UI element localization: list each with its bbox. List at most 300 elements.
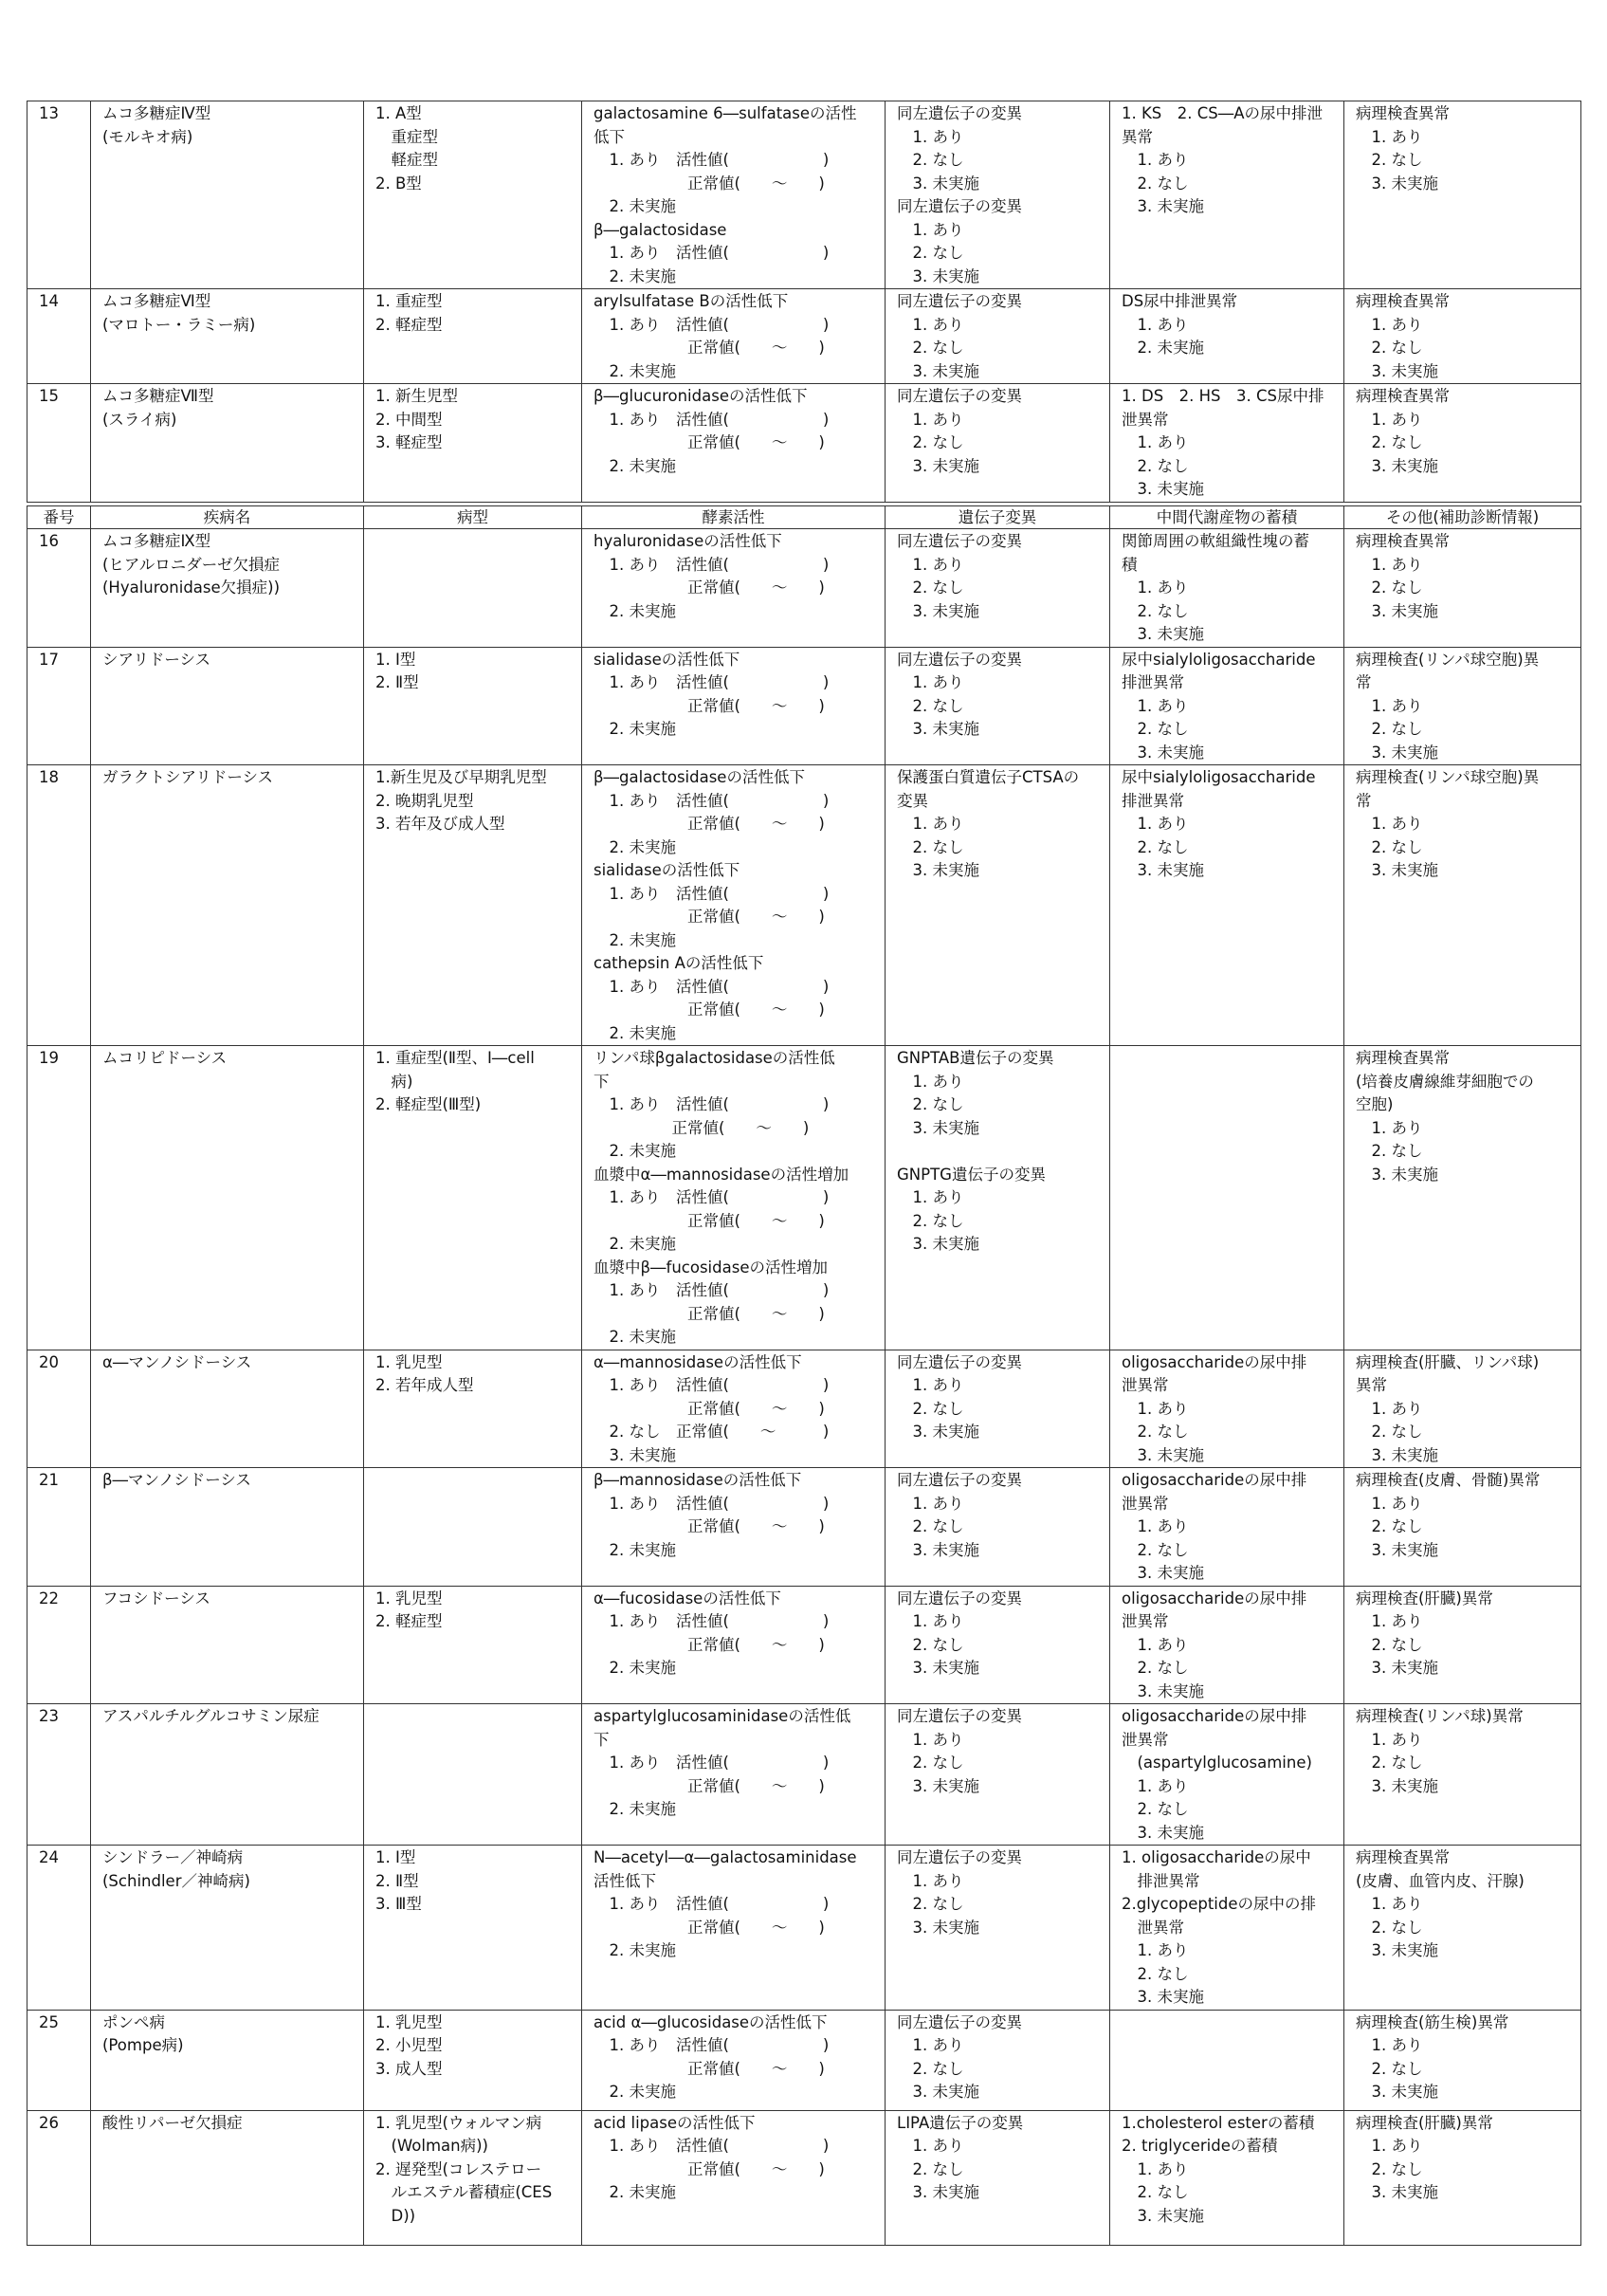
cell-line: DS尿中排泄異常 (1122, 292, 1238, 310)
cell-line: リンパ球βgalactosidaseの活性低 (593, 1049, 835, 1067)
cell-metabolite-accumulation (1110, 1846, 1344, 2011)
cell-line: ルエステル蓄積症(CES (375, 2183, 553, 2201)
cell-line: 3. 未実施 (897, 601, 979, 620)
cell-disease-name (91, 1046, 364, 1350)
cell-other-info (1344, 765, 1581, 1046)
cell-other-info (1344, 1046, 1581, 1350)
cell-line: oligosaccharideの尿中排 (1122, 1589, 1307, 1607)
cell-line: 2. 未実施 (593, 930, 676, 949)
cell-line: 病理検査異常 (1356, 387, 1450, 405)
cell-line: 2. なし (897, 2159, 964, 2178)
cell-line: 排泄異常 (1122, 1871, 1200, 1890)
cell-line: 2. 未実施 (593, 456, 676, 475)
cell-line: 3. 未実施 (1356, 2183, 1438, 2201)
cell-line: 1. 重症型 (375, 292, 443, 310)
cell-metabolite-accumulation (1110, 101, 1344, 289)
cell-disease-name (91, 1350, 364, 1468)
cell-gene-mutation (886, 1468, 1110, 1587)
cell-line: 血漿中β―fucosidaseの活性増加 (593, 1258, 828, 1277)
cell-line: ムコ多糖症Ⅶ型 (102, 387, 214, 405)
cell-line: hyaluronidaseの活性低下 (593, 532, 782, 550)
cell-line: 正常値( ～ ) (593, 579, 825, 597)
header-enzyme-activity: 酵素活性 (582, 506, 886, 529)
header-number: 番号 (27, 506, 91, 529)
cell-line: 1. あり (897, 127, 964, 146)
cell-number: 24 (27, 1846, 91, 2011)
cell-line: 2. なし (1356, 1918, 1423, 1937)
cell-number: 16 (27, 529, 91, 648)
cell-line: 同左遺伝子の変異 (897, 387, 1022, 405)
cell-line: 2. なし (897, 2059, 964, 2078)
cell-line: 正常値( ～ ) (593, 1399, 825, 1418)
cell-disease-type (364, 289, 582, 384)
cell-line: 1. あり (1356, 696, 1423, 715)
cell-line: 排泄異常 (1122, 673, 1184, 691)
table-row (27, 765, 1581, 1046)
cell-line: 正常値( ～ ) (593, 1517, 825, 1535)
cell-line: 1. あり 活性値( ) (593, 1612, 830, 1630)
cell-line: 1. あり (897, 815, 964, 833)
cell-disease-type (364, 1846, 582, 2011)
cell-line: 2. なし (897, 339, 964, 357)
cell-line: 2. 未実施 (593, 1540, 676, 1559)
cell-line: 1. あり 活性値( ) (593, 555, 830, 574)
cell-line: 病理検査異常 (1356, 104, 1450, 122)
cell-gene-mutation (886, 765, 1110, 1046)
cell-line: 1. A型 (375, 104, 422, 122)
cell-metabolite-accumulation (1110, 1586, 1344, 1704)
cell-line: 3. 成人型 (375, 2059, 443, 2078)
cell-line: 2. なし (1356, 1754, 1423, 1772)
cell-disease-type (364, 384, 582, 503)
cell-line: 1. Ⅰ型 (375, 650, 416, 669)
cell-line: 3. 未実施 (897, 266, 979, 285)
cell-line: 2. なし (1356, 579, 1423, 597)
cell-line: acid α―glucosidaseの活性低下 (593, 2012, 828, 2031)
cell-metabolite-accumulation (1110, 2010, 1344, 2110)
cell-line: GNPTG遺伝子の変異 (897, 1165, 1046, 1184)
cell-line: 1. あり (1122, 1399, 1189, 1418)
cell-line: 同左遺伝子の変異 (897, 1471, 1022, 1489)
cell-disease-name (91, 2010, 364, 2110)
cell-line: sialidaseの活性低下 (593, 861, 740, 879)
cell-line: 1. 重症型(Ⅱ型、Ⅰ―cell (375, 1049, 535, 1067)
cell-line: 尿中sialyloligosaccharide (1122, 768, 1316, 786)
cell-line: (aspartylglucosamine) (1122, 1754, 1312, 1772)
cell-line: 3. 未実施 (1356, 456, 1438, 475)
cell-line: 3. 未実施 (897, 456, 979, 475)
table-row (27, 1704, 1581, 1846)
cell-disease-name (91, 647, 364, 765)
cell-other-info (1344, 2010, 1581, 2110)
cell-enzyme-activity (582, 2110, 886, 2245)
cell-enzyme-activity (582, 1586, 886, 1704)
cell-gene-mutation (886, 101, 1110, 289)
cell-line: α―mannosidaseの活性低下 (593, 1352, 802, 1371)
cell-line: 2. なし (1122, 174, 1189, 193)
cell-other-info (1344, 384, 1581, 503)
cell-line: 1. あり (897, 1072, 964, 1091)
cell-line: 活性低下 (593, 1871, 656, 1890)
cell-line: 3. 未実施 (1356, 2083, 1438, 2101)
cell-line: oligosaccharideの尿中排 (1122, 1471, 1307, 1489)
cell-disease-name (91, 384, 364, 503)
cell-line: 泄異常 (1122, 1376, 1169, 1394)
cell-line: β―mannosidaseの活性低下 (593, 1471, 802, 1489)
cell-line: 3. 未実施 (1122, 480, 1204, 498)
cell-metabolite-accumulation (1110, 1350, 1344, 1468)
cell-line: 2. 未実施 (593, 2083, 676, 2101)
cell-line: 2. 晩期乳児型 (375, 791, 474, 810)
cell-line: 2. なし (897, 579, 964, 597)
cell-gene-mutation (886, 384, 1110, 503)
cell-line: 1. あり (1356, 2137, 1423, 2155)
cell-line: 2. なし (897, 1517, 964, 1535)
cell-line: 2. 未実施 (593, 1800, 676, 1818)
cell-line: LIPA遺伝子の変異 (897, 2113, 1024, 2132)
cell-line: 2. 未実施 (593, 837, 676, 856)
cell-disease-type (364, 1468, 582, 1587)
cell-line: 常 (1356, 673, 1372, 691)
cell-line: 病理検査(リンパ球空胞)異 (1356, 650, 1540, 669)
cell-line: 2. なし (897, 151, 964, 169)
cell-enzyme-activity (582, 529, 886, 648)
table-row (27, 647, 1581, 765)
cell-line: 1. あり 活性値( ) (593, 2036, 830, 2054)
cell-disease-type (364, 765, 582, 1046)
cell-line: 2. Ⅱ型 (375, 1871, 419, 1890)
cell-line: 1. あり (1122, 579, 1189, 597)
cell-disease-name (91, 765, 364, 1046)
cell-enzyme-activity (582, 647, 886, 765)
cell-line: 1. あり (1122, 1517, 1189, 1535)
cell-line: 同左遺伝子の変異 (897, 1707, 1022, 1725)
cell-line: 2. なし (1122, 601, 1189, 620)
cell-line: 病理検査(肝臓)異常 (1356, 1589, 1493, 1607)
cell-enzyme-activity (582, 384, 886, 503)
cell-line: 2. なし (897, 433, 964, 451)
cell-line: 保護蛋白質遺伝子CTSAの (897, 768, 1080, 786)
cell-line: 2. Ⅱ型 (375, 673, 419, 691)
cell-line: 泄異常 (1122, 410, 1169, 429)
cell-line: 2. なし (1122, 1423, 1189, 1441)
cell-line: 1. あり 活性値( ) (593, 244, 830, 262)
cell-line: 2. なし (1122, 1540, 1189, 1559)
cell-line: 病理検査異常 (1356, 1848, 1450, 1866)
cell-line: 2. 中間型 (375, 410, 443, 429)
cell-line: 2. なし (1122, 1800, 1189, 1818)
cell-line: (スライ病) (102, 410, 177, 429)
cell-line: β―galactosidase (593, 220, 727, 239)
cell-other-info (1344, 1704, 1581, 1846)
cell-line: 3. 未実施 (1356, 1659, 1438, 1677)
header-gene-mutation: 遺伝子変異 (886, 506, 1110, 529)
cell-other-info (1344, 647, 1581, 765)
cell-line: 1.新生児及び早期乳児型 (375, 768, 547, 786)
table-row (27, 2110, 1581, 2245)
cell-line: 同左遺伝子の変異 (897, 1352, 1022, 1371)
cell-line: 異常 (1356, 1376, 1387, 1394)
header-disease-name: 疾病名 (91, 506, 364, 529)
cell-line: 2. なし (1356, 1423, 1423, 1441)
cell-line: cathepsin Aの活性低下 (593, 954, 764, 972)
cell-number: 18 (27, 765, 91, 1046)
cell-line: 1. KS 2. CS―Aの尿中排泄 (1122, 104, 1324, 122)
cell-line: 3. 未実施 (897, 1776, 979, 1795)
cell-line: 3. 未実施 (1122, 2206, 1204, 2225)
cell-line (897, 1140, 1109, 1164)
cell-line: 同左遺伝子の変異 (897, 650, 1022, 669)
cell-line: 2.glycopeptideの尿中の排 (1122, 1895, 1317, 1913)
cell-line: 3. 未実施 (1122, 1681, 1204, 1700)
cell-line: 空胞) (1356, 1095, 1394, 1113)
cell-line: oligosaccharideの尿中排 (1122, 1707, 1307, 1725)
cell-line: 正常値( ～ ) (593, 1635, 825, 1654)
cell-line: 正常値( ～ ) (593, 2059, 825, 2078)
cell-line: 1. あり 活性値( ) (593, 1095, 830, 1113)
cell-line: 3. 未実施 (1356, 1540, 1438, 1559)
cell-line: 3. 未実施 (897, 1659, 979, 1677)
cell-line: 1. DS 2. HS 3. CS尿中排 (1122, 387, 1324, 405)
cell-line: 3. 未実施 (1122, 861, 1204, 879)
cell-line: 2. なし (1356, 1517, 1423, 1535)
cell-line: 2. なし (1356, 2159, 1423, 2178)
cell-line: 2. なし (897, 837, 964, 856)
cell-line: acid lipaseの活性低下 (593, 2113, 756, 2132)
cell-disease-name (91, 289, 364, 384)
cell-line: (Hyaluronidase欠損症)) (102, 579, 281, 597)
cell-line: 1. あり (1122, 1635, 1189, 1654)
cell-line: 同左遺伝子の変異 (897, 1848, 1022, 1866)
cell-line: 病理検査異常 (1356, 292, 1450, 310)
cell-line: 同左遺伝子の変異 (897, 532, 1022, 550)
cell-line: 1. あり (1122, 1776, 1189, 1795)
cell-line: 下 (593, 1730, 610, 1749)
cell-line: 2. なし (1356, 1142, 1423, 1160)
cell-line: galactosamine 6―sulfataseの活性 (593, 104, 857, 122)
cell-line: 2. 未実施 (593, 2183, 676, 2201)
cell-line: 2. なし (1356, 433, 1423, 451)
cell-line: 血漿中α―mannosidaseの活性増加 (593, 1165, 849, 1184)
cell-metabolite-accumulation (1110, 2110, 1344, 2245)
cell-line: 1. あり 活性値( ) (593, 1281, 830, 1299)
cell-line: 3. 未実施 (1122, 1988, 1204, 2006)
cell-metabolite-accumulation (1110, 1704, 1344, 1846)
cell-line: 1. 乳児型 (375, 2012, 443, 2031)
cell-gene-mutation (886, 647, 1110, 765)
cell-line: 正常値( ～ ) (593, 1211, 825, 1230)
cell-line: 1. あり (1356, 1399, 1423, 1418)
cell-number: 19 (27, 1046, 91, 1350)
cell-line: 3. Ⅲ型 (375, 1895, 422, 1913)
cell-line: 1. あり (1356, 127, 1423, 146)
cell-line: 3. 未実施 (897, 1235, 979, 1253)
cell-line: 1. あり (1122, 433, 1189, 451)
cell-line: 2. 軽症型 (375, 315, 443, 334)
cell-line: 2. 未実施 (593, 1142, 676, 1160)
cell-other-info (1344, 2110, 1581, 2245)
cell-metabolite-accumulation (1110, 289, 1344, 384)
cell-line: 1. あり (1356, 815, 1423, 833)
cell-gene-mutation (886, 1704, 1110, 1846)
cell-line: 2. 未実施 (593, 1235, 676, 1253)
cell-line: 3. 未実施 (897, 1423, 979, 1441)
disease-table-continued (27, 101, 1581, 503)
cell-line: 1. あり 活性値( ) (593, 1494, 830, 1513)
cell-gene-mutation (886, 2110, 1110, 2245)
cell-line: 病理検査(筋生検)異常 (1356, 2012, 1509, 2031)
cell-line: 1. あり (897, 1494, 964, 1513)
cell-line: フコシドーシス (102, 1589, 210, 1607)
cell-line: 2. 未実施 (593, 720, 676, 738)
cell-line: 1. あり (897, 2036, 964, 2054)
cell-gene-mutation (886, 1350, 1110, 1468)
cell-line: 2. なし (1356, 339, 1423, 357)
cell-line: 正常値( ～ ) (593, 908, 825, 926)
cell-disease-type (364, 1350, 582, 1468)
cell-disease-name (91, 1704, 364, 1846)
cell-number: 20 (27, 1350, 91, 1468)
cell-line: アスパルチルグルコサミン尿症 (102, 1707, 320, 1725)
table-row (27, 1350, 1581, 1468)
cell-line: 2. なし (1122, 720, 1189, 738)
cell-line: 同左遺伝子の変異 (897, 104, 1022, 122)
cell-line: 3. 未実施 (1356, 1165, 1438, 1184)
cell-disease-type (364, 101, 582, 289)
cell-line: 病) (375, 1072, 413, 1091)
table-row (27, 289, 1581, 384)
cell-line: 3. 未実施 (1122, 1823, 1204, 1842)
cell-line: 1. あり (1356, 1118, 1423, 1137)
cell-line: 病理検査異常 (1356, 532, 1450, 550)
cell-line: 2. なし (897, 696, 964, 715)
cell-line: 1. あり (897, 315, 964, 334)
cell-line: 同左遺伝子の変異 (897, 1589, 1022, 1607)
cell-line: 1. あり (1122, 1941, 1189, 1959)
cell-gene-mutation (886, 1586, 1110, 1704)
cell-line: 1.cholesterol esterの蓄積 (1122, 2113, 1315, 2132)
cell-line: 1. あり 活性値( ) (593, 673, 830, 691)
cell-metabolite-accumulation (1110, 1468, 1344, 1587)
header-disease-type: 病型 (364, 506, 582, 529)
cell-line: 1. あり (897, 1871, 964, 1890)
cell-enzyme-activity (582, 2010, 886, 2110)
cell-line: 1. あり (897, 2137, 964, 2155)
cell-line: 1. 乳児型 (375, 1352, 443, 1371)
cell-other-info (1344, 289, 1581, 384)
cell-number: 17 (27, 647, 91, 765)
cell-line: 病理検査(肝臓、リンパ球) (1356, 1352, 1540, 1371)
cell-metabolite-accumulation (1110, 529, 1344, 648)
cell-line: 2. なし (1356, 720, 1423, 738)
cell-line: 3. 未実施 (1122, 197, 1204, 215)
cell-line: 2. なし (897, 1895, 964, 1913)
cell-line: 2. 小児型 (375, 2036, 443, 2054)
cell-line: 同左遺伝子の変異 (897, 2012, 1022, 2031)
cell-line: 2. なし (1122, 2183, 1189, 2201)
cell-line: 3. 未実施 (1356, 174, 1438, 193)
cell-line: 2. なし (1122, 1964, 1189, 1983)
cell-line: (培養皮膚線維芽細胞での (1356, 1072, 1534, 1091)
cell-line: 1. あり (897, 1188, 964, 1206)
cell-line: 泄異常 (1122, 1612, 1169, 1630)
cell-line: 1. あり 活性値( ) (593, 1754, 830, 1772)
cell-line: 低下 (593, 127, 625, 146)
cell-line: 3. 未実施 (897, 2083, 979, 2101)
cell-line: 1. あり (897, 555, 964, 574)
cell-line: 1. あり (1122, 151, 1189, 169)
cell-other-info (1344, 1468, 1581, 1587)
cell-line: 2. 未実施 (593, 1023, 676, 1042)
cell-line: sialidaseの活性低下 (593, 650, 740, 669)
cell-line: α―マンノシドーシス (102, 1352, 252, 1371)
cell-line: 正常値( ～ ) (593, 1304, 825, 1323)
cell-disease-type (364, 2110, 582, 2245)
cell-line: 2. なし (897, 1211, 964, 1230)
cell-line: 2. 未実施 (593, 361, 676, 380)
cell-line: 3. 未実施 (1356, 361, 1438, 380)
cell-line: 正常値( ～ ) (593, 339, 825, 357)
cell-line: 同左遺伝子の変異 (897, 197, 1022, 215)
cell-line: 3. 未実施 (1356, 1776, 1438, 1795)
cell-line: 3. 軽症型 (375, 433, 443, 451)
cell-line: 2. 未実施 (1122, 339, 1204, 357)
cell-disease-type (364, 1046, 582, 1350)
cell-line: 1. あり (1356, 315, 1423, 334)
cell-line: 常 (1356, 791, 1372, 810)
cell-line: 排泄異常 (1122, 791, 1184, 810)
cell-line: 1. あり (1122, 815, 1189, 833)
cell-line: 2. 未実施 (593, 601, 676, 620)
table-row (27, 1046, 1581, 1350)
table-row (27, 384, 1581, 503)
cell-line: 2. 未実施 (593, 1941, 676, 1959)
cell-line: 正常値( ～ ) (593, 1776, 825, 1795)
cell-line: α―fucosidaseの活性低下 (593, 1589, 781, 1607)
cell-disease-type (364, 1704, 582, 1846)
header-row (27, 506, 1581, 529)
cell-number: 14 (27, 289, 91, 384)
cell-line: 正常値( ～ ) (593, 1001, 825, 1019)
cell-line: 病理検査(リンパ球空胞)異 (1356, 768, 1540, 786)
cell-enzyme-activity (582, 1704, 886, 1846)
cell-line: 3. 未実施 (1356, 1941, 1438, 1959)
cell-line: (Schindler／神崎病) (102, 1871, 250, 1890)
cell-line: 1. あり (1356, 1895, 1423, 1913)
cell-line: 3. 未実施 (1356, 1445, 1438, 1464)
cell-line: 関節周囲の軟組織性塊の蓄 (1122, 532, 1309, 550)
cell-line: 1. あり 活性値( ) (593, 151, 830, 169)
cell-line: 正常値( ～ ) (593, 433, 825, 451)
cell-line: ポンペ病 (102, 2012, 165, 2031)
cell-line: 正常値( ～ ) (593, 1918, 825, 1937)
cell-line: D)) (375, 2206, 416, 2225)
cell-line: 1. あり 活性値( ) (593, 1188, 830, 1206)
cell-line: GNPTAB遺伝子の変異 (897, 1049, 1054, 1067)
cell-disease-type (364, 529, 582, 648)
header-metabolite-accumulation: 中間代謝産物の蓄積 (1110, 506, 1344, 529)
cell-other-info (1344, 101, 1581, 289)
cell-line: 3. 未実施 (1356, 861, 1438, 879)
cell-line: 2. なし (1356, 2059, 1423, 2078)
cell-line: ムコ多糖症Ⅸ型 (102, 532, 211, 550)
cell-line: 1. あり (897, 220, 964, 239)
cell-line: 1. あり (1122, 696, 1189, 715)
cell-line: 積 (1122, 555, 1138, 574)
cell-line: 1. あり (1356, 1494, 1423, 1513)
cell-metabolite-accumulation (1110, 384, 1344, 503)
cell-line: 1. あり (1122, 2159, 1189, 2178)
